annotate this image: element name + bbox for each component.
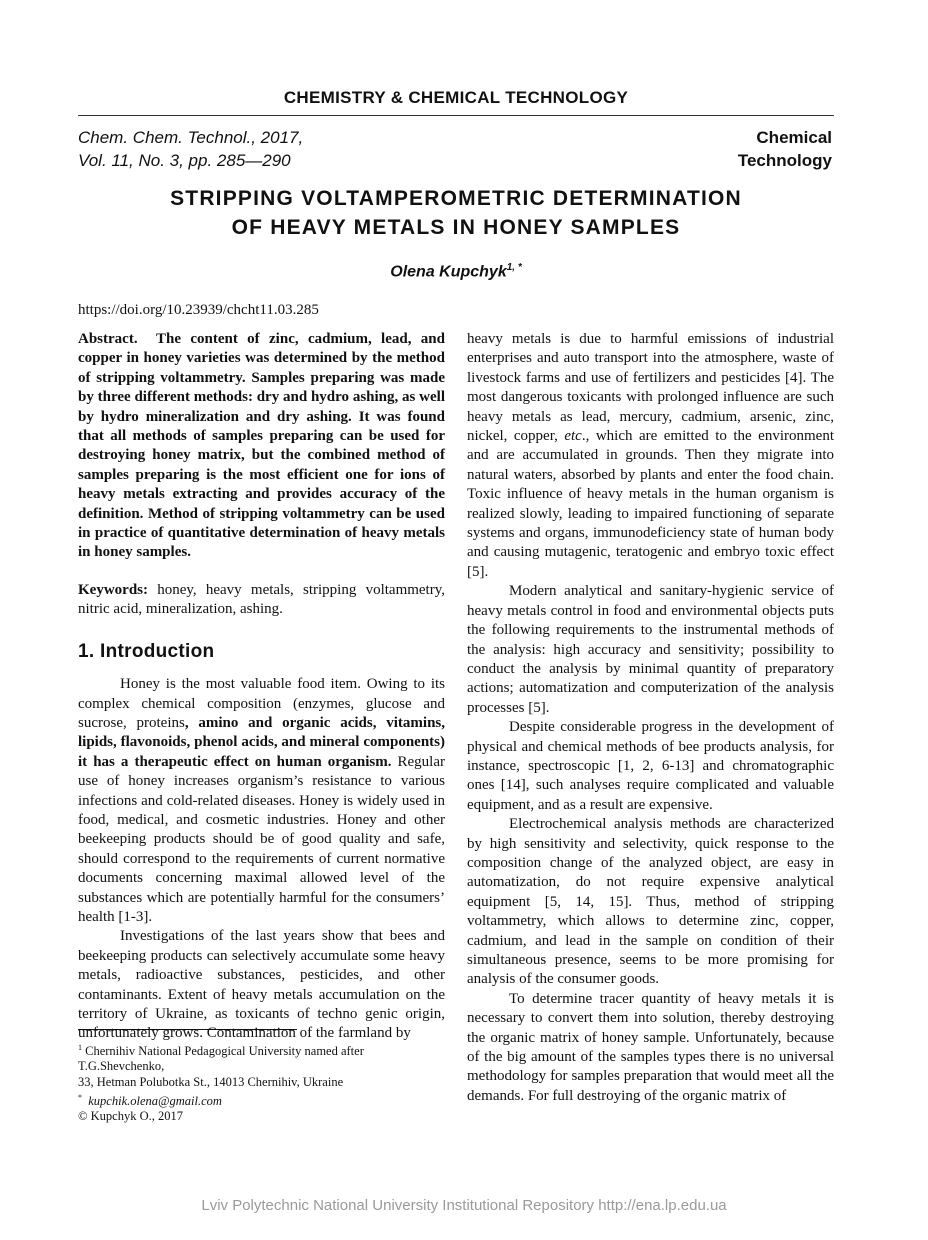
abstract: [78, 330, 445, 563]
keywords-label: Keywords:: [78, 581, 148, 598]
footnote-affiliation: [78, 1040, 438, 1059]
footnote-email: [78, 1090, 438, 1109]
title-line-1: STRIPPING VOLTAMPEROMETRIC DETERMINATION: [170, 187, 742, 210]
author-name: Olena Kupchyk: [390, 263, 507, 281]
intro-p1-start: Honey is the most valuable food item. Owing to its complex chemical composition (enzymes, glucose and sucrose, proteins: [78, 676, 445, 731]
subject-line-1: Chemical: [756, 128, 832, 147]
author-email[interactable]: kupchik.olena@gmail.com: [88, 1093, 222, 1108]
footnote-divider: [78, 1029, 297, 1030]
header-divider: [78, 115, 834, 116]
intro-p2-cont-start: heavy metals is due to harmful emissions of industrial enterprises and auto transport into the atmosphere, waste of livestock farms and use of fertilizers and pesticides [4]. The most dangerous toxicants with prolonged influence are such heavy metals as lead, mercury, cadmium, arsenic, zinc, nickel, copper,: [467, 331, 834, 445]
intro-paragraph-2: Investigations of the last years show that bees and beekeeping products can selectively accumulate some heavy metals, radioactive substances, pesticides, and other contaminants. Extent of heavy metals accumulation on the territory of Ukraine, as toxicants of techno genic origin, unfortunately grows. Contamination of the farmland by: [78, 928, 445, 1042]
section-heading-introduction: 1. Introduction: [78, 640, 215, 662]
intro-paragraph-1: [78, 675, 445, 927]
intro-p2-cont-end: ., which are emitted to the environment and are accumulated in grounds. Then they migrate into natural waters, absorbed by plants and enter the food chain. Toxic influence of heavy metals in the human organism is realized slowly, leading to impaired functioning of separate systems and organs, immunodeficiency state of human body and causing mutagenic, teratogenic and embryo toxic effect [5].: [467, 428, 834, 580]
author-line: [78, 262, 834, 281]
footnotes: [78, 1040, 438, 1124]
abstract-label: Abstract.: [78, 331, 138, 347]
affiliation-line-2: T.G.Shevchenko,: [78, 1059, 165, 1074]
citation-line-2: Vol. 11, No. 3, pp. 285—290: [78, 151, 291, 170]
citation-line-1: Chem. Chem. Technol., 2017,: [78, 128, 304, 147]
intro-p2-cont-etc: etc: [564, 428, 582, 445]
intro-paragraph-5: Electrochemical analysis methods are characterized by high sensitivity and selectivity, quick response to the composition change of the analyzed object, are easy in automatization, do not require expensive analytical equipment [5, 14, 15]. Thus, method of stripping voltammetry, which allows to determine zinc, copper, cadmium, and lead in the sample on condition of their simultaneous presence, seems to be more promising for analysis of the consumer goods.: [467, 816, 834, 988]
affiliation-line-1: Chernihiv National Pedagogical University named after: [85, 1044, 364, 1059]
article-title: [78, 184, 834, 242]
intro-paragraph-3: Modern analytical and sanitary-hygienic service of heavy metals control in food and environmental objects puts the following requirements to the instrumental methods of the analysis: high accuracy and sensitivity; possibility to conduct the analysis by minimal quantity of preparatory actions; automatization and computerization of the analysis processes [5].: [467, 583, 834, 716]
journal-header: CHEMISTRY & CHEMICAL TECHNOLOGY: [283, 88, 629, 107]
intro-paragraph-6: To determine tracer quantity of heavy metals it is necessary to convert them into solution, thereby destroying the organic matrix of honey sample. Unfortunately, because of the big amount of the samples types there is no universal methodology for samples preparation that would meet all the demands. For full destroying of the organic matrix of: [467, 990, 834, 1104]
intro-p1-end: Regular use of honey increases organism’s resistance to various infections and cold-related diseases. Honey is widely used in food, medical, and cosmetic industries. Honey and other beekeeping products should be of good quality and safe, should correspond to the requirements of current normative documents concerning maximal allowed level of the substances which are potentially harmful for the consumers’ health [1-3].: [78, 753, 446, 925]
author-marks: 1, *: [506, 262, 522, 273]
footnote-mark-star: *: [78, 1092, 82, 1102]
affiliation-address: 33, Hetman Polubotka St., 14013 Chernihiv, Ukraine: [78, 1074, 344, 1089]
subject-line-2: Technology: [737, 151, 832, 170]
intro-paragraph-2-continued: [467, 330, 834, 582]
intro-paragraph-4: Despite considerable progress in the development of physical and chemical methods of bee products analysis, for instance, spectroscopic [1, 2, 6-13] and chromatographic ones [14], such analyses require complicated and valuable equipment, and as a result are expensive.: [467, 719, 834, 813]
intro-p1-bold: , amino and organic acids, vitamins, lipids, flavonoids, phenol acids, and mineral components) it has a therapeutic effect on human organism.: [78, 714, 445, 770]
title-line-2: OF HEAVY METALS IN HONEY SAMPLES: [231, 216, 681, 239]
repository-footer: Lviv Polytechnic National University Institutional Repository http://ena.lp.edu.ua: [201, 1197, 727, 1214]
abstract-text: The content of zinc, cadmium, lead, and copper in honey varieties was determined by the method of stripping voltammetry. Samples preparing was made by three different methods: dry and hydro ashing, as well by hydro mineralization and dry ashing. It was found that all methods of samples preparing can be used for destroying honey matrix, but the combined method of samples preparing is the most efficient one for ions of heavy metals extracting and provides accuracy of the definition. Method of stripping voltammetry can be used in practice of quantitative determination of heavy metals in honey samples.: [78, 331, 445, 561]
journal-citation: [78, 126, 303, 172]
right-column: [467, 330, 834, 1106]
left-column: [78, 330, 445, 1044]
copyright-notice: © Kupchyk O., 2017: [78, 1109, 183, 1124]
footnote-mark-1: 1: [78, 1043, 82, 1052]
journal-subject: [738, 126, 832, 172]
doi-link[interactable]: https://doi.org/10.23939/chcht11.03.285: [78, 302, 319, 318]
keywords-text: honey, heavy metals, stripping voltammetry, nitric acid, mineralization, ashing.: [78, 581, 445, 618]
keywords: [78, 581, 445, 620]
